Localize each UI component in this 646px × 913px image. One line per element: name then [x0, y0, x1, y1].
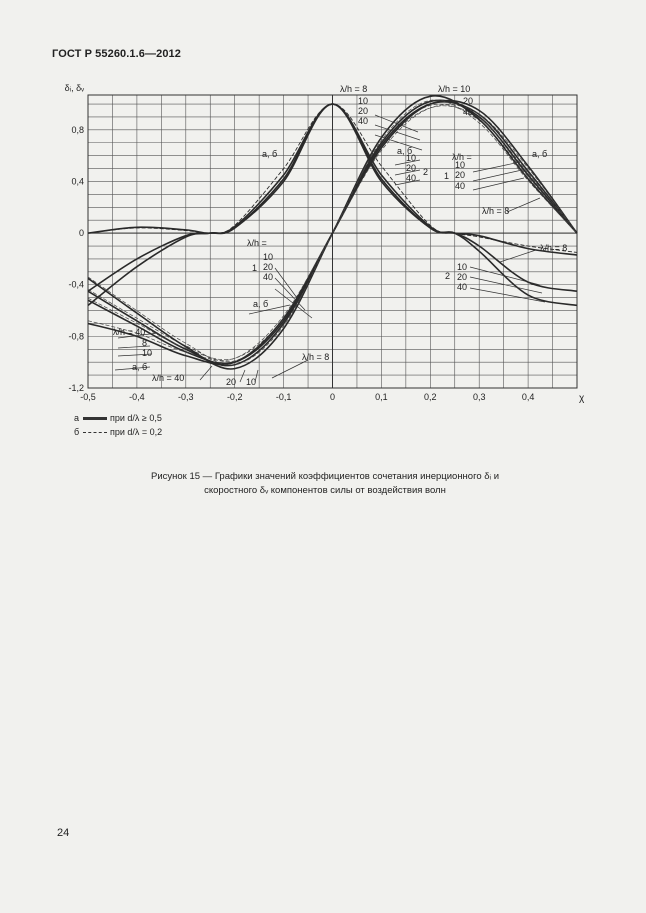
annotation-ab-lower-left: а, б: [132, 362, 148, 372]
annotation-n40-right-top: 40: [463, 107, 474, 117]
annotation-ab-center: а, б: [253, 299, 269, 309]
annotation-n40-lower-right: 40: [457, 282, 468, 292]
legend-solid-line: [83, 417, 107, 420]
legend-letter-b: б: [74, 427, 80, 437]
annotation-ab-mid: а, б: [397, 146, 413, 156]
annotation-n10-left: 10: [263, 252, 274, 262]
annotation-n20-bottom: 20: [226, 377, 237, 387]
x-tick-label: -0,3: [178, 392, 194, 402]
y-axis-label: δᵢ, δᵥ: [64, 83, 84, 93]
annotation-leader-line: [473, 178, 524, 190]
x-tick-label: -0,2: [226, 392, 243, 402]
y-tick-label: -1,2: [68, 383, 84, 393]
caption-line-2: скоростного δᵥ компонентов силы от воздействия волн: [204, 485, 446, 496]
annotation-n20-right-top: 20: [463, 96, 474, 106]
x-tick-label: 0,1: [375, 392, 388, 402]
x-tick-label: 0: [329, 392, 336, 402]
annotation-leader-line: [507, 198, 540, 212]
legend-text-a: при d/λ ≥ 0,5: [110, 413, 162, 423]
annotation-leader-line: [500, 250, 536, 262]
annotation-n20-lower-right: 20: [457, 272, 468, 282]
annotation-lh8-right-mid: λ/h = 8: [482, 206, 510, 216]
annotation-n20-right: 20: [455, 170, 466, 180]
annotation-lh8-top: λ/h = 8: [340, 84, 368, 94]
annotation-leader-line: [470, 267, 540, 285]
annotation-n20-left: 20: [263, 262, 274, 272]
annotation-leader-line: [473, 162, 520, 172]
annotation-group-2-right: 2: [445, 271, 451, 281]
annotation-ab-left: а, б: [262, 149, 278, 159]
annotation-n10-mid: 10: [406, 153, 417, 163]
annotation-n10-lower-right: 10: [457, 262, 468, 272]
annotation-n10-top: 10: [358, 96, 369, 106]
annotation-n10-bottom: 10: [246, 377, 257, 387]
annotation-n40-left: 40: [263, 272, 274, 282]
annotation-leader-line: [470, 288, 545, 302]
annotation-lh8-bottom: λ/h = 8: [302, 352, 330, 362]
annotation-lh-eq-left: λ/h =: [247, 238, 267, 248]
x-tick-label: -0,1: [275, 392, 292, 402]
y-tick-label: 0: [78, 228, 84, 239]
annotation-ab-right: а, б: [532, 149, 548, 159]
annotation-n40-top: 40: [358, 116, 369, 126]
x-tick-label: 0,2: [424, 392, 437, 402]
x-tick-label: 0,4: [521, 392, 535, 402]
annotation-group-1-left: 1: [252, 263, 258, 273]
x-axis-label: χ: [579, 393, 585, 404]
annotation-n20-top: 20: [358, 106, 369, 116]
page-number: 24: [57, 827, 70, 839]
annotation-group-1-right: 1: [444, 171, 450, 181]
annotation-lh-eq-right: λ/h =: [452, 152, 472, 162]
annotation-group-2-top: 2: [423, 167, 429, 177]
legend-text-b: при d/λ = 0,2: [110, 427, 163, 437]
annotation-lh10-top: λ/h = 10: [438, 84, 471, 94]
y-tick-label: -0,4: [68, 279, 84, 290]
annotation-lh40-bottom: λ/h = 40: [152, 373, 185, 383]
annotation-n40-right: 40: [455, 181, 466, 191]
y-tick-label: 0,8: [71, 124, 84, 135]
legend-item-b: [74, 425, 162, 439]
document-header: ГОСТ Р 55260.1.6—2012: [52, 48, 181, 60]
caption-line-1: Рисунок 15 — Графики значений коэффициентов сочетания инерционного δᵢ и: [151, 471, 499, 482]
annotation-leader-line: [240, 370, 245, 382]
annotation-n10-right: 10: [455, 160, 466, 170]
annotation-lh40-left: λ/h = 40: [113, 327, 146, 337]
x-tick-label: -0,5: [80, 392, 96, 402]
annotation-n20-mid: 20: [406, 163, 417, 173]
chart-legend: [74, 411, 162, 439]
x-tick-label: -0,4: [129, 392, 145, 402]
y-tick-label: 0,4: [71, 176, 84, 187]
legend-letter-a: а: [74, 413, 80, 423]
annotation-n40-mid: 40: [406, 173, 417, 183]
annotation-lh8-right-low: λ/h = 8: [540, 243, 568, 253]
y-tick-label: -0,8: [68, 331, 84, 342]
legend-dashed-line: [83, 432, 107, 433]
annotation-n8-left: 8: [142, 338, 148, 348]
legend-item-a: [74, 411, 162, 425]
annotation-leader-line: [473, 170, 522, 181]
figure-caption: [120, 470, 530, 498]
annotation-n10-lower-left: 10: [142, 348, 153, 358]
x-tick-label: 0,3: [472, 392, 486, 402]
